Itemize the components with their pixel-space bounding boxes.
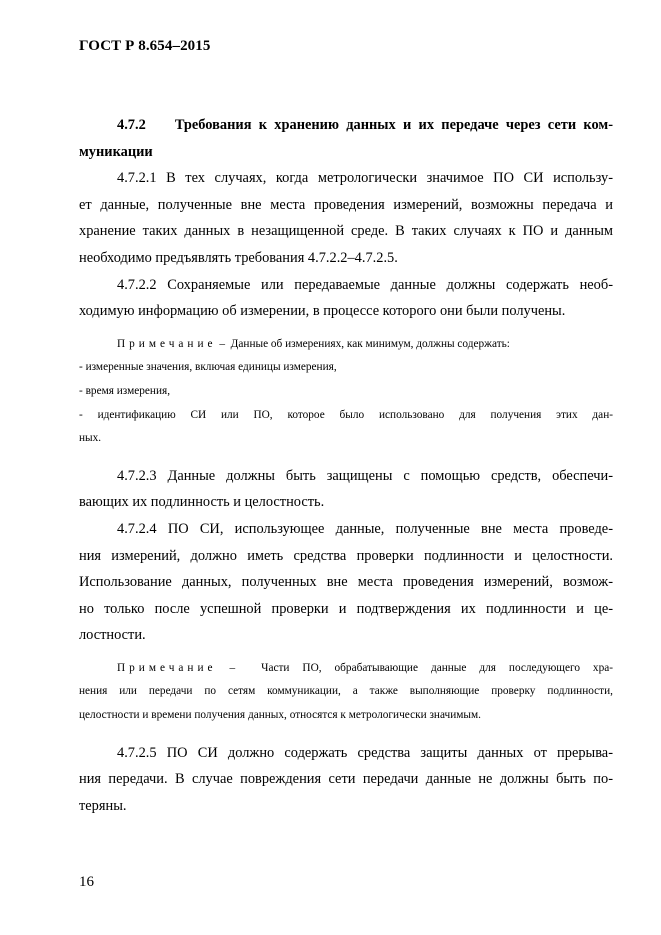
document-code: ГОСТ Р 8.654–2015 bbox=[79, 38, 211, 54]
paragraph-line: необходимо предъявлять требования 4.7.2.2–4.7.2.5. bbox=[79, 249, 398, 266]
note-1 bbox=[79, 333, 613, 451]
note-line bbox=[79, 333, 613, 357]
paragraph-line: ния измерений, должно иметь средства проверки подлинности и целостности. bbox=[79, 547, 613, 564]
note-line: целостности и времени получения данных, относятся к метрологически значимым. bbox=[79, 709, 481, 722]
paragraph-line: 4.7.2.3 Данные должны быть защищены с помощью средств, обеспечи- bbox=[117, 467, 613, 484]
paragraph-4-7-2-4 bbox=[79, 516, 613, 649]
paragraph-line: 4.7.2.5 ПО СИ должно содержать средства защиты данных от прерыва- bbox=[117, 744, 613, 761]
note-label: Примечание bbox=[117, 337, 217, 350]
paragraph-line: лостности. bbox=[79, 627, 146, 644]
note-line bbox=[79, 657, 613, 681]
note-dash: – bbox=[216, 337, 228, 350]
note-text: Данные об измерениях, как минимум, должны содержать: bbox=[230, 337, 510, 350]
note-line: - идентификацию СИ или ПО, которое было использовано для получения этих дан- bbox=[79, 408, 613, 421]
paragraph-line: теряны. bbox=[79, 797, 127, 814]
section-title-line2: муникации bbox=[79, 143, 153, 160]
paragraph-line: 4.7.2.2 Сохраняемые или передаваемые данные должны содержать необ- bbox=[117, 276, 613, 293]
note-line: - измеренные значения, включая единицы измерения, bbox=[79, 361, 337, 374]
paragraph-line: ходимую информацию об измерении, в процессе которого они были получены. bbox=[79, 303, 566, 320]
note-2 bbox=[79, 657, 613, 728]
note-dash: – bbox=[216, 661, 249, 674]
paragraph-4-7-2-3 bbox=[79, 463, 613, 516]
page-number: 16 bbox=[79, 874, 94, 890]
note-label: Примечание bbox=[117, 661, 217, 674]
paragraph-line: вающих их подлинность и целостность. bbox=[79, 494, 325, 511]
paragraph-line: Использование данных, полученных вне места проведения измерений, возмож- bbox=[79, 574, 613, 591]
note-text: Части ПО, обрабатывающие данные для последующего хра- bbox=[261, 661, 614, 674]
note-line: нения или передачи по сетям коммуникации, а также выполняющие проверку подлинности, bbox=[79, 685, 613, 698]
section-title-line1: Требования к хранению данных и их передаче через сети ком- bbox=[174, 117, 613, 133]
paragraph-4-7-2-1 bbox=[79, 165, 613, 271]
paragraph-line: ния передачи. В случае повреждения сети передачи данные не должны быть по- bbox=[79, 771, 613, 788]
page-content bbox=[79, 112, 613, 819]
note-line: - время измерения, bbox=[79, 384, 171, 397]
paragraph-line: но только после успешной проверки и подтверждения их подлинности и це- bbox=[79, 600, 613, 617]
paragraph-4-7-2-2 bbox=[79, 272, 613, 325]
section-number: 4.7.2 bbox=[117, 117, 146, 133]
paragraph-line: 4.7.2.4 ПО СИ, использующее данные, полученные вне места проведе- bbox=[117, 520, 613, 537]
note-line: ных. bbox=[79, 432, 102, 445]
paragraph-line: хранение таких данных в незащищенной среде. В таких случаях к ПО и данным bbox=[79, 223, 613, 240]
paragraph-line: ет данные, полученные вне места проведения измерений, возможны передача и bbox=[79, 196, 613, 213]
paragraph-line: 4.7.2.1 В тех случаях, когда метрологически значимое ПО СИ использу- bbox=[117, 170, 613, 187]
paragraph-4-7-2-5 bbox=[79, 740, 613, 820]
section-heading bbox=[79, 112, 613, 139]
